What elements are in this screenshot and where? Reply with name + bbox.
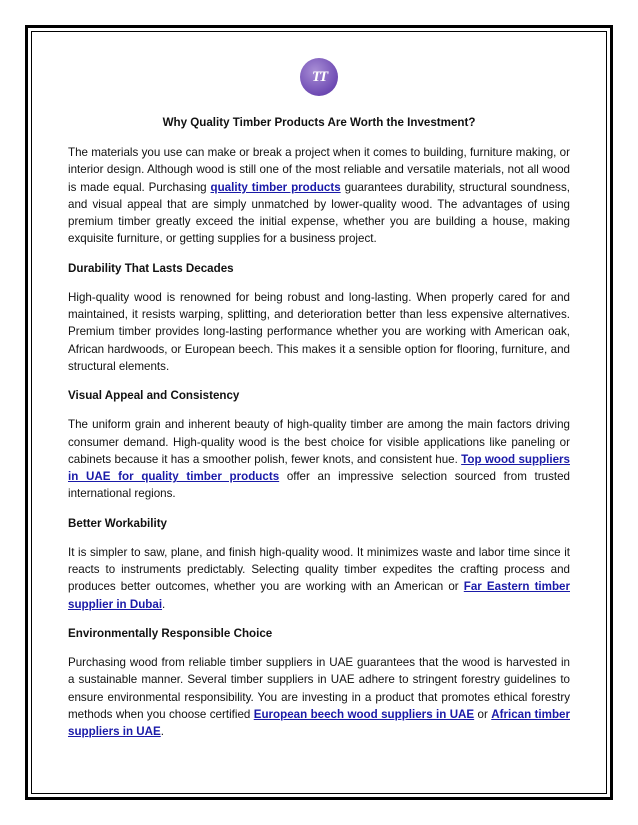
environment-text-2: . bbox=[160, 725, 165, 739]
african-timber-link[interactable]: African timber suppliers in UAE bbox=[68, 707, 570, 739]
section-heading-workability: Better Workability bbox=[68, 516, 167, 530]
section-paragraph-workability bbox=[68, 544, 570, 613]
intro-paragraph bbox=[68, 144, 570, 248]
section-paragraph-durability: High-quality wood is renowned for being robust and long-lasting. When properly cared for and maintained, it resists warping, splitting, and deterioration better than less expensive alternatives. Premium timber provides long-lasting performance whether you are working with American oak, African hardwoods, or European beech. This makes it a sensible option for flooring, furniture, and structural elements. bbox=[68, 290, 570, 373]
page-title: Why Quality Timber Products Are Worth the Investment? bbox=[162, 116, 476, 129]
intro-text-2: guarantees durability, structural soundness, and visual appeal that are simply unmatched by lower-quality wood. The advantages of using premium timber greatly exceed the initial expense, whether you are building a house, making exquisite furniture, or getting supplies for a business project. bbox=[68, 180, 570, 246]
environment-text-1: Purchasing wood from reliable timber suppliers in UAE guarantees that the wood is harvested in a sustainable manner. Several timber suppliers in UAE adhere to stringent forestry guidelines to ensure environmental responsibility. You are investing in a product that promotes ethical forestry methods when you choose certified bbox=[68, 655, 570, 721]
workability-text-1: It is simpler to saw, plane, and finish high-quality wood. It minimizes waste and labor time since it reacts to instruments predictably. Selecting quality timber expedites the crafting process and produces better outcomes, whether you are working with an American or bbox=[68, 545, 570, 594]
european-beech-link[interactable]: European beech wood suppliers in UAE bbox=[253, 707, 475, 721]
timber-logo-icon bbox=[300, 58, 338, 96]
section-paragraph-visual-appeal bbox=[68, 416, 570, 502]
section-paragraph-environment bbox=[68, 654, 570, 740]
workability-text-2: . bbox=[162, 597, 166, 611]
section-heading-durability: Durability That Lasts Decades bbox=[68, 261, 234, 275]
environment-text-mid: or bbox=[474, 707, 492, 721]
section-heading-visual-appeal: Visual Appeal and Consistency bbox=[68, 389, 240, 403]
section-heading-environment: Environmentally Responsible Choice bbox=[68, 626, 273, 640]
logo-text: TT bbox=[311, 68, 327, 85]
top-wood-suppliers-link[interactable]: Top wood suppliers in UAE for quality timber products bbox=[68, 452, 570, 484]
quality-timber-products-link[interactable]: quality timber products bbox=[210, 180, 341, 194]
visual-text-2: offer an impressive selection sourced from trusted international regions. bbox=[68, 470, 571, 501]
visual-text-1: The uniform grain and inherent beauty of high-quality timber are among the main factors driving consumer demand. High-quality wood is the best choice for visible applications like paneling or cabinets because it has a smoother polish, fewer knots, and consistent hue. bbox=[68, 418, 570, 466]
article bbox=[68, 116, 570, 754]
intro-text-1: The materials you use can make or break a project when it comes to building, furniture making, or interior design. Although wood is still one of the most reliable and versatile materials, not all wood is made equal. Purchasing bbox=[68, 146, 570, 194]
far-eastern-timber-link[interactable]: Far Eastern timber supplier in Dubai bbox=[68, 580, 570, 611]
